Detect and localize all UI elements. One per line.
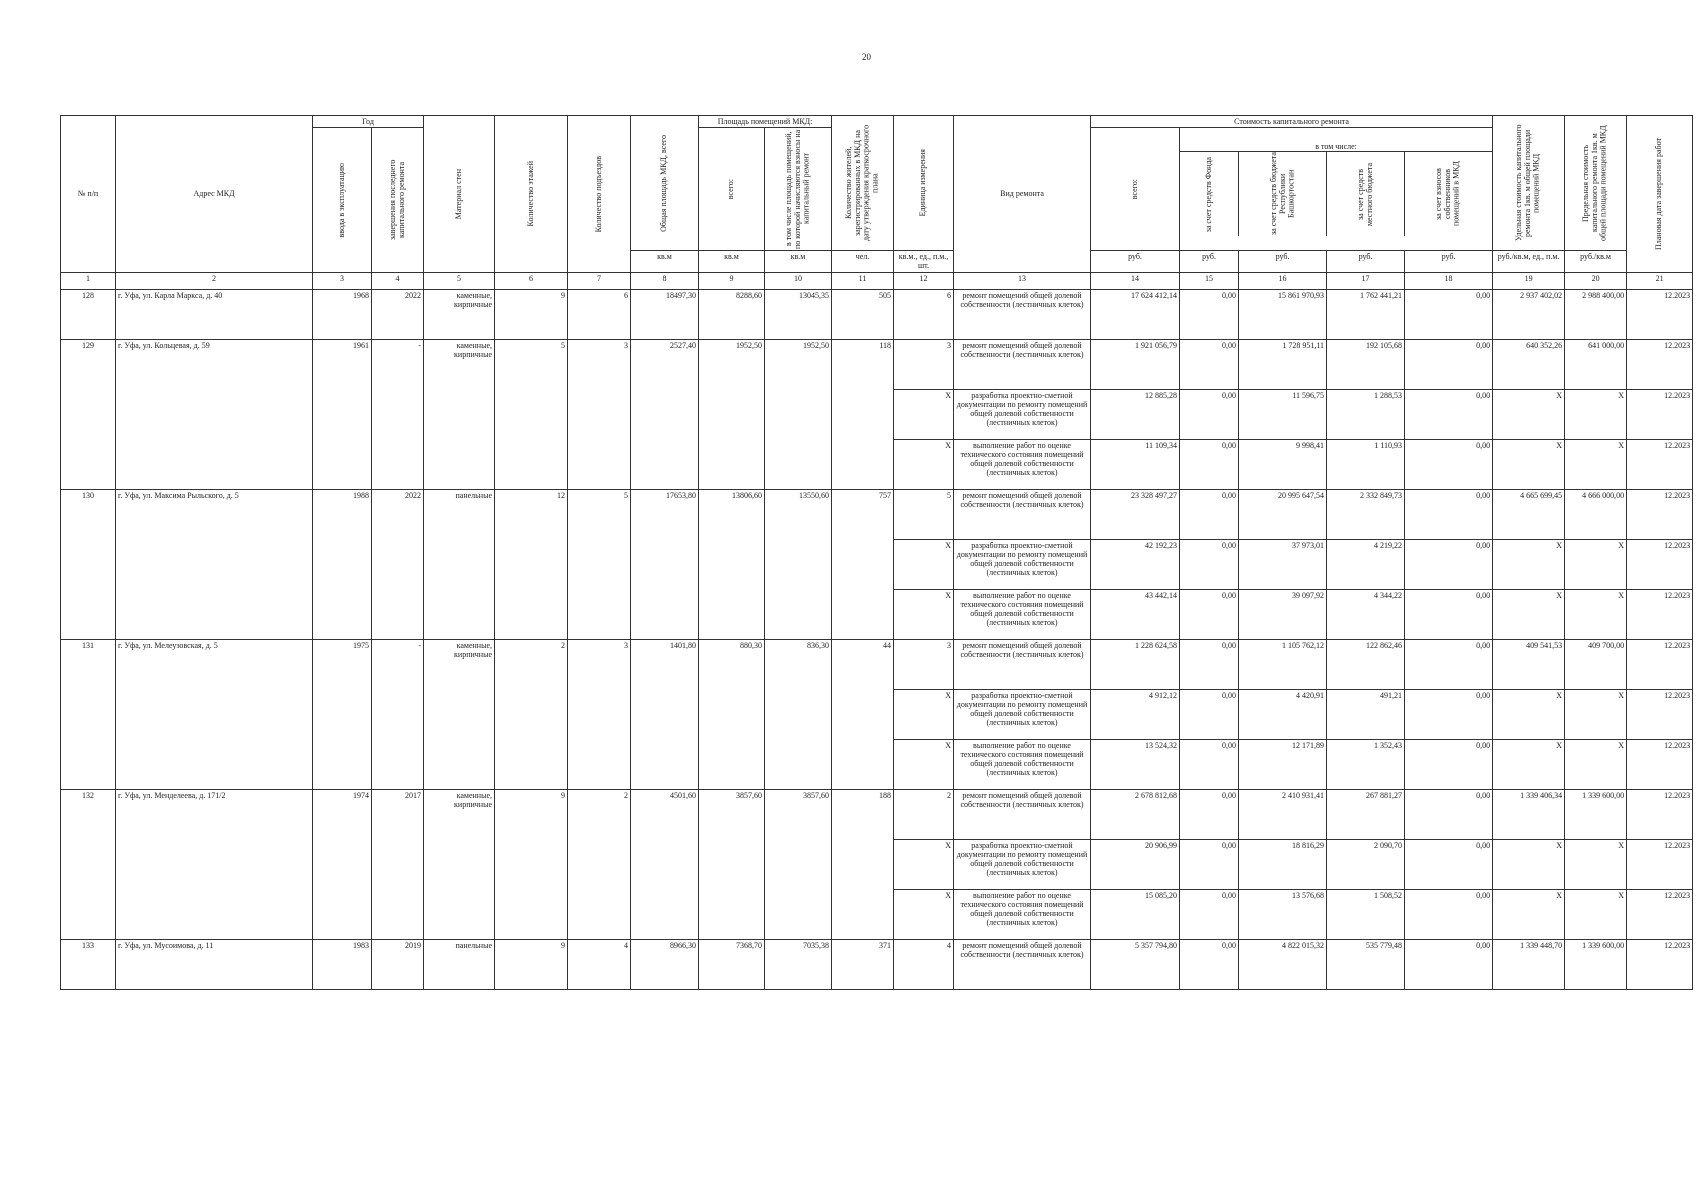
unit-cell: руб. xyxy=(1091,251,1180,272)
work-type: ремонт помещений общей долевой собственности (лестничных клеток) xyxy=(954,339,1091,389)
year-commission: 1975 xyxy=(313,639,372,789)
area-total: 3857,60 xyxy=(699,789,765,939)
cost-total: 43 442,14 xyxy=(1091,589,1180,639)
header-total-area: Общая площадь МКД, всего xyxy=(659,134,669,232)
planned-date: 12.2023 xyxy=(1627,789,1693,839)
header-cost-fund: за счет средств Фонда xyxy=(1203,156,1213,232)
floors: 9 xyxy=(495,789,568,939)
wall-material: панельные xyxy=(424,489,495,639)
max-cost: X xyxy=(1565,439,1627,489)
column-index-cell: 14 xyxy=(1091,272,1180,289)
wall-material: каменные, кирпичные xyxy=(424,789,495,939)
area-total: 880,30 xyxy=(699,639,765,789)
cost-local: 2 090,70 xyxy=(1327,839,1405,889)
column-index-cell: 9 xyxy=(699,272,765,289)
year-last-repair: 2019 xyxy=(372,939,424,989)
cost-republic: 20 995 647,54 xyxy=(1239,489,1327,539)
row-number: 131 xyxy=(61,639,116,789)
unit-cost: 1 339 406,34 xyxy=(1493,789,1565,839)
unit-cell: руб. xyxy=(1239,251,1327,272)
cost-local: 1 762 441,21 xyxy=(1327,289,1405,339)
cost-owners: 0,00 xyxy=(1405,839,1493,889)
planned-date: 12.2023 xyxy=(1627,289,1693,339)
planned-date: 12.2023 xyxy=(1627,639,1693,689)
cost-total: 1 921 056,79 xyxy=(1091,339,1180,389)
work-unit: X xyxy=(894,589,954,639)
max-cost: 4 666 000,00 xyxy=(1565,489,1627,539)
year-commission: 1968 xyxy=(313,289,372,339)
cost-local: 491,21 xyxy=(1327,689,1405,739)
entrances: 4 xyxy=(568,939,631,989)
cost-local: 4 219,22 xyxy=(1327,539,1405,589)
column-index-cell: 15 xyxy=(1180,272,1239,289)
cost-republic: 12 171,89 xyxy=(1239,739,1327,789)
cost-owners: 0,00 xyxy=(1405,539,1493,589)
column-index-cell: 10 xyxy=(765,272,832,289)
header-incl-group: в том числе: xyxy=(1180,142,1492,152)
work-type: выполнение работ по оценке технического состояния помещений общей долевой собственности (лестничных клеток) xyxy=(954,589,1091,639)
max-cost: X xyxy=(1565,689,1627,739)
unit-cost: X xyxy=(1493,389,1565,439)
area-incl: 7035,38 xyxy=(765,939,832,989)
cost-fund: 0,00 xyxy=(1180,739,1239,789)
work-unit: X xyxy=(894,889,954,939)
cost-owners: 0,00 xyxy=(1405,689,1493,739)
year-last-repair: 2022 xyxy=(372,489,424,639)
cost-owners: 0,00 xyxy=(1405,889,1493,939)
work-unit: 4 xyxy=(894,939,954,989)
cost-fund: 0,00 xyxy=(1180,589,1239,639)
planned-date: 12.2023 xyxy=(1627,739,1693,789)
max-cost: 409 700,00 xyxy=(1565,639,1627,689)
year-commission: 1961 xyxy=(313,339,372,489)
unit-cost: X xyxy=(1493,889,1565,939)
column-index-cell: 8 xyxy=(631,272,699,289)
column-index-cell: 4 xyxy=(372,272,424,289)
column-index-cell: 18 xyxy=(1405,272,1493,289)
cost-fund: 0,00 xyxy=(1180,839,1239,889)
planned-date: 12.2023 xyxy=(1627,839,1693,889)
unit-cost: 409 541,53 xyxy=(1493,639,1565,689)
entrances: 3 xyxy=(568,639,631,789)
unit-cell: чел. xyxy=(832,251,894,272)
cost-owners: 0,00 xyxy=(1405,289,1493,339)
header-cost-total: всего: xyxy=(1129,179,1139,200)
column-index-cell: 16 xyxy=(1239,272,1327,289)
total-area: 2527,40 xyxy=(631,339,699,489)
max-cost: 641 000,00 xyxy=(1565,339,1627,389)
cost-fund: 0,00 xyxy=(1180,539,1239,589)
cost-owners: 0,00 xyxy=(1405,789,1493,839)
area-total: 8288,60 xyxy=(699,289,765,339)
cost-owners: 0,00 xyxy=(1405,439,1493,489)
cost-local: 122 862,46 xyxy=(1327,639,1405,689)
work-unit: 2 xyxy=(894,789,954,839)
max-cost: 1 339 600,00 xyxy=(1565,939,1627,989)
header-year-last-repair: завершения последнего капитального ремонта xyxy=(387,159,406,241)
work-unit: X xyxy=(894,689,954,739)
header-cost-group: Стоимость капитального ремонта xyxy=(1091,116,1493,128)
cost-owners: 0,00 xyxy=(1405,939,1493,989)
total-area: 1401,80 xyxy=(631,639,699,789)
column-index-cell: 3 xyxy=(313,272,372,289)
planned-date: 12.2023 xyxy=(1627,439,1693,489)
work-type: разработка проектно-сметной документации по ремонту помещений общей долевой собственности (лестничных клеток) xyxy=(954,539,1091,589)
column-index-cell: 20 xyxy=(1565,272,1627,289)
max-cost: X xyxy=(1565,389,1627,439)
planned-date: 12.2023 xyxy=(1627,589,1693,639)
work-type: выполнение работ по оценке технического состояния помещений общей долевой собственности (лестничных клеток) xyxy=(954,739,1091,789)
cost-fund: 0,00 xyxy=(1180,289,1239,339)
table-row xyxy=(61,639,1693,689)
max-cost: 2 988 400,00 xyxy=(1565,289,1627,339)
work-unit: 3 xyxy=(894,639,954,689)
cost-local: 1 352,43 xyxy=(1327,739,1405,789)
cost-fund: 0,00 xyxy=(1180,789,1239,839)
header-work-type: Вид ремонта xyxy=(954,116,1091,273)
header-area-incl: в том числе площадь помещений, по которой начисляются взносы на капитальный ремонт xyxy=(783,129,811,249)
cost-owners: 0,00 xyxy=(1405,489,1493,539)
unit-cell: кв.м xyxy=(699,251,765,272)
address: г. Уфа, ул. Кольцевая, д. 59 xyxy=(116,339,313,489)
cost-total: 11 109,34 xyxy=(1091,439,1180,489)
work-type: ремонт помещений общей долевой собственности (лестничных клеток) xyxy=(954,289,1091,339)
work-unit: 5 xyxy=(894,489,954,539)
work-type: ремонт помещений общей долевой собственности (лестничных клеток) xyxy=(954,939,1091,989)
work-type: ремонт помещений общей долевой собственности (лестничных клеток) xyxy=(954,639,1091,689)
header-planned-date: Плановая дата завершения работ xyxy=(1654,137,1664,250)
wall-material: каменные, кирпичные xyxy=(424,639,495,789)
header-floors: Количество этажей xyxy=(525,161,535,227)
planned-date: 12.2023 xyxy=(1627,889,1693,939)
work-unit: X xyxy=(894,739,954,789)
residents: 44 xyxy=(832,639,894,789)
floors: 9 xyxy=(495,289,568,339)
cost-total: 4 912,12 xyxy=(1091,689,1180,739)
year-commission: 1983 xyxy=(313,939,372,989)
table-row xyxy=(61,939,1693,989)
cost-total: 13 524,32 xyxy=(1091,739,1180,789)
column-index-cell: 11 xyxy=(832,272,894,289)
cost-owners: 0,00 xyxy=(1405,589,1493,639)
cost-local: 1 288,53 xyxy=(1327,389,1405,439)
entrances: 2 xyxy=(568,789,631,939)
cost-republic: 1 105 762,12 xyxy=(1239,639,1327,689)
header-num: № п/п xyxy=(61,116,116,273)
header-area-total: всего: xyxy=(726,179,736,200)
address: г. Уфа, ул. Мелеузовская, д. 5 xyxy=(116,639,313,789)
cost-owners: 0,00 xyxy=(1405,639,1493,689)
header-area-group: Площадь помещений МКД: xyxy=(699,116,832,128)
address: г. Уфа, ул. Мусоимова, д. 11 xyxy=(116,939,313,989)
max-cost: 1 339 600,00 xyxy=(1565,789,1627,839)
header-residents: Количество жителей, зарегистрированных в МКД на дату утверждения краткосрочного плана xyxy=(843,125,880,242)
area-incl: 13045,35 xyxy=(765,289,832,339)
area-incl: 1952,50 xyxy=(765,339,832,489)
cost-republic: 18 816,29 xyxy=(1239,839,1327,889)
area-incl: 3857,60 xyxy=(765,789,832,939)
unit-cell: кв.м xyxy=(765,251,832,272)
area-total: 7368,70 xyxy=(699,939,765,989)
cost-fund: 0,00 xyxy=(1180,939,1239,989)
header-cost-owners: за счет взносов собственников помещений в МКД xyxy=(1434,161,1462,227)
cost-total: 12 885,28 xyxy=(1091,389,1180,439)
planned-date: 12.2023 xyxy=(1627,939,1693,989)
capital-repair-table xyxy=(60,115,1693,990)
work-unit: 3 xyxy=(894,339,954,389)
planned-date: 12.2023 xyxy=(1627,339,1693,389)
work-type: разработка проектно-сметной документации по ремонту помещений общей долевой собственности (лестничных клеток) xyxy=(954,689,1091,739)
column-index-cell: 17 xyxy=(1327,272,1405,289)
unit-cell: руб. xyxy=(1405,251,1493,272)
unit-cost: 640 352,26 xyxy=(1493,339,1565,389)
unit-cell: кв.м., ед., п.м., шт. xyxy=(894,251,954,272)
header-entrances: Количество подъездов xyxy=(593,155,603,232)
entrances: 3 xyxy=(568,339,631,489)
year-last-repair: - xyxy=(372,639,424,789)
unit-cost: X xyxy=(1493,689,1565,739)
year-commission: 1974 xyxy=(313,789,372,939)
unit-cost: X xyxy=(1493,439,1565,489)
unit-cell: руб./кв.м, ед., п.м. xyxy=(1493,251,1565,272)
max-cost: X xyxy=(1565,739,1627,789)
unit-cost: X xyxy=(1493,839,1565,889)
cost-local: 267 881,27 xyxy=(1327,789,1405,839)
work-unit: X xyxy=(894,539,954,589)
cost-fund: 0,00 xyxy=(1180,439,1239,489)
cost-total: 5 357 794,80 xyxy=(1091,939,1180,989)
cost-owners: 0,00 xyxy=(1405,739,1493,789)
cost-local: 192 105,68 xyxy=(1327,339,1405,389)
unit-cost: 4 665 699,45 xyxy=(1493,489,1565,539)
planned-date: 12.2023 xyxy=(1627,689,1693,739)
residents: 757 xyxy=(832,489,894,639)
address: г. Уфа, ул. Менделеева, д. 171/2 xyxy=(116,789,313,939)
max-cost: X xyxy=(1565,889,1627,939)
row-number: 132 xyxy=(61,789,116,939)
cost-local: 535 779,48 xyxy=(1327,939,1405,989)
column-index-cell: 13 xyxy=(954,272,1091,289)
column-index-cell: 12 xyxy=(894,272,954,289)
column-index-cell: 2 xyxy=(116,272,313,289)
work-type: выполнение работ по оценке технического состояния помещений общей долевой собственности (лестничных клеток) xyxy=(954,889,1091,939)
cost-republic: 9 998,41 xyxy=(1239,439,1327,489)
residents: 188 xyxy=(832,789,894,939)
year-last-repair: - xyxy=(372,339,424,489)
work-type: ремонт помещений общей долевой собственности (лестничных клеток) xyxy=(954,489,1091,539)
entrances: 5 xyxy=(568,489,631,639)
unit-cell: руб./кв.м xyxy=(1565,251,1627,272)
cost-fund: 0,00 xyxy=(1180,389,1239,439)
cost-fund: 0,00 xyxy=(1180,489,1239,539)
cost-republic: 2 410 931,41 xyxy=(1239,789,1327,839)
page-number: 20 xyxy=(862,52,871,62)
cost-total: 42 192,23 xyxy=(1091,539,1180,589)
work-type: разработка проектно-сметной документации по ремонту помещений общей долевой собственности (лестничных клеток) xyxy=(954,839,1091,889)
floors: 12 xyxy=(495,489,568,639)
cost-republic: 1 728 951,11 xyxy=(1239,339,1327,389)
floors: 2 xyxy=(495,639,568,789)
max-cost: X xyxy=(1565,839,1627,889)
cost-total: 20 906,99 xyxy=(1091,839,1180,889)
header-cost-republic: за счет средств бюджета Республики Башкортостан xyxy=(1268,152,1296,236)
cost-total: 2 678 812,68 xyxy=(1091,789,1180,839)
max-cost: X xyxy=(1565,589,1627,639)
header-wall-material: Материал стен xyxy=(453,168,463,219)
work-type: ремонт помещений общей долевой собственности (лестничных клеток) xyxy=(954,789,1091,839)
cost-local: 2 332 849,73 xyxy=(1327,489,1405,539)
table-row xyxy=(61,289,1693,339)
cost-republic: 13 576,68 xyxy=(1239,889,1327,939)
cost-total: 17 624 412,14 xyxy=(1091,289,1180,339)
total-area: 4501,60 xyxy=(631,789,699,939)
year-last-repair: 2022 xyxy=(372,289,424,339)
entrances: 6 xyxy=(568,289,631,339)
unit-cost: X xyxy=(1493,589,1565,639)
planned-date: 12.2023 xyxy=(1627,539,1693,589)
total-area: 18497,30 xyxy=(631,289,699,339)
column-index-cell: 5 xyxy=(424,272,495,289)
cost-republic: 37 973,01 xyxy=(1239,539,1327,589)
header-unit-cost: Удельная стоимость капитального ремонта 1кв. м общей площади помещений МКД xyxy=(1514,124,1541,242)
area-incl: 836,30 xyxy=(765,639,832,789)
header-year: Год xyxy=(313,116,424,128)
address: г. Уфа, ул. Карла Маркса, д. 40 xyxy=(116,289,313,339)
wall-material: каменные, кирпичные xyxy=(424,289,495,339)
row-number: 128 xyxy=(61,289,116,339)
unit-cost: 1 339 448,70 xyxy=(1493,939,1565,989)
cost-fund: 0,00 xyxy=(1180,639,1239,689)
work-type: разработка проектно-сметной документации по ремонту помещений общей долевой собственности (лестничных клеток) xyxy=(954,389,1091,439)
residents: 118 xyxy=(832,339,894,489)
row-number: 130 xyxy=(61,489,116,639)
unit-cell: кв.м xyxy=(631,251,699,272)
header-cost-local: за счет средств местного бюджета xyxy=(1355,162,1374,226)
cost-owners: 0,00 xyxy=(1405,339,1493,389)
cost-local: 1 110,93 xyxy=(1327,439,1405,489)
row-number: 133 xyxy=(61,939,116,989)
table-row xyxy=(61,339,1693,389)
cost-local: 4 344,22 xyxy=(1327,589,1405,639)
row-number: 129 xyxy=(61,339,116,489)
unit-cell: руб. xyxy=(1327,251,1405,272)
area-total: 1952,50 xyxy=(699,339,765,489)
total-area: 8966,30 xyxy=(631,939,699,989)
planned-date: 12.2023 xyxy=(1627,489,1693,539)
header-address: Адрес МКД xyxy=(116,116,313,273)
planned-date: 12.2023 xyxy=(1627,389,1693,439)
cost-total: 23 328 497,27 xyxy=(1091,489,1180,539)
work-type: выполнение работ по оценке технического состояния помещений общей долевой собственности (лестничных клеток) xyxy=(954,439,1091,489)
header-max-cost: Предельная стоимость капитального ремонта 1кв. м общей площади помещений МКД xyxy=(1581,125,1608,241)
cost-local: 1 508,52 xyxy=(1327,889,1405,939)
unit-cost: X xyxy=(1493,539,1565,589)
cost-fund: 0,00 xyxy=(1180,689,1239,739)
cost-fund: 0,00 xyxy=(1180,339,1239,389)
residents: 371 xyxy=(832,939,894,989)
floors: 5 xyxy=(495,339,568,489)
header-year-commission: ввода в эксплуатацию xyxy=(336,162,346,238)
cost-republic: 11 596,75 xyxy=(1239,389,1327,439)
column-index-cell: 6 xyxy=(495,272,568,289)
cost-total: 1 228 624,58 xyxy=(1091,639,1180,689)
area-incl: 13550,60 xyxy=(765,489,832,639)
cost-fund: 0,00 xyxy=(1180,889,1239,939)
work-unit: X xyxy=(894,389,954,439)
cost-republic: 4 420,91 xyxy=(1239,689,1327,739)
area-total: 13806,60 xyxy=(699,489,765,639)
cost-republic: 15 861 970,93 xyxy=(1239,289,1327,339)
cost-republic: 4 822 015,32 xyxy=(1239,939,1327,989)
unit-cost: 2 937 402,02 xyxy=(1493,289,1565,339)
wall-material: каменные, кирпичные xyxy=(424,339,495,489)
residents: 505 xyxy=(832,289,894,339)
year-commission: 1988 xyxy=(313,489,372,639)
address: г. Уфа, ул. Максима Рыльского, д. 5 xyxy=(116,489,313,639)
header-unit: Единица измерения xyxy=(918,149,928,217)
year-last-repair: 2017 xyxy=(372,789,424,939)
column-index-cell: 7 xyxy=(568,272,631,289)
max-cost: X xyxy=(1565,539,1627,589)
wall-material: панельные xyxy=(424,939,495,989)
unit-cost: X xyxy=(1493,739,1565,789)
cost-owners: 0,00 xyxy=(1405,389,1493,439)
total-area: 17653,80 xyxy=(631,489,699,639)
column-index-cell: 21 xyxy=(1627,272,1693,289)
column-index-cell: 1 xyxy=(61,272,116,289)
table-row xyxy=(61,489,1693,539)
column-index-cell: 19 xyxy=(1493,272,1565,289)
cost-republic: 39 097,92 xyxy=(1239,589,1327,639)
index-row xyxy=(61,272,1693,289)
cost-total: 15 085,20 xyxy=(1091,889,1180,939)
work-unit: 6 xyxy=(894,289,954,339)
work-unit: X xyxy=(894,439,954,489)
work-unit: X xyxy=(894,839,954,889)
unit-cell: руб. xyxy=(1180,251,1239,272)
floors: 9 xyxy=(495,939,568,989)
table-row xyxy=(61,789,1693,839)
